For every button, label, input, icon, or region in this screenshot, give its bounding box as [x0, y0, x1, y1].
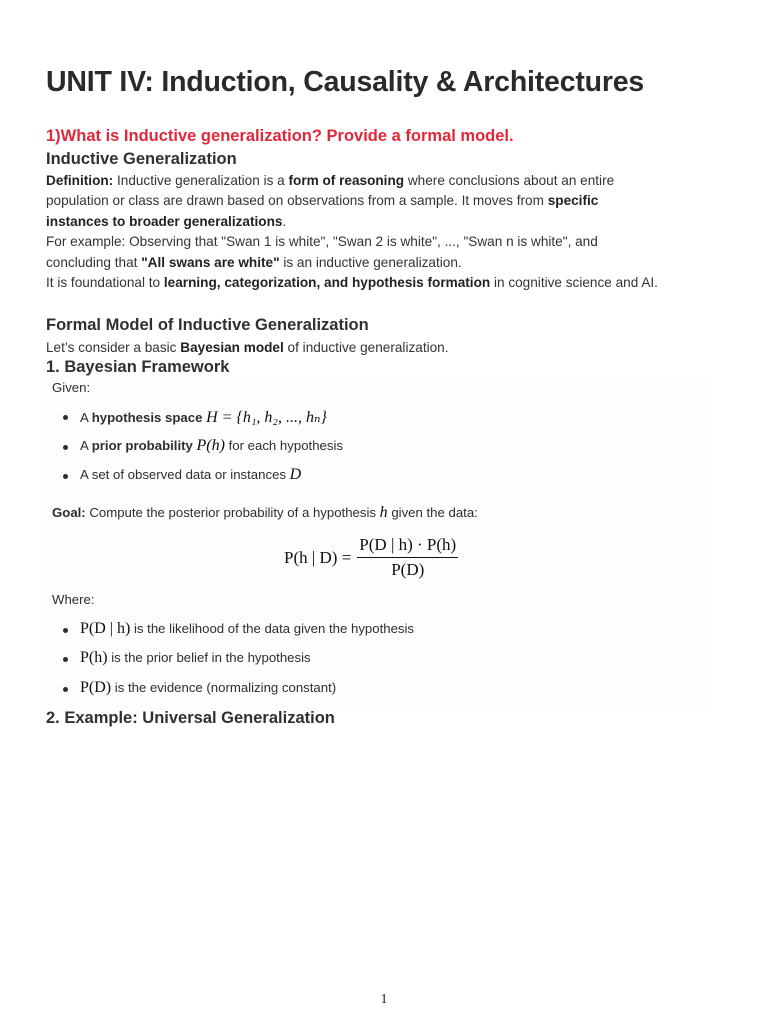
text-run: is an inductive generalization. [279, 254, 462, 270]
text-run: A [80, 438, 92, 453]
text-run: concluding that [46, 254, 142, 270]
equation-fraction [357, 535, 458, 580]
section-heading-inductive-generalization: Inductive Generalization [46, 150, 237, 168]
math-h: h [379, 504, 388, 521]
bullet-prior-probability [80, 437, 343, 455]
bold-run: learning, categorization, and hypothesis formation [163, 275, 491, 291]
bullet-likelihood [80, 620, 414, 638]
definition-label: Definition: [46, 173, 114, 188]
text-run: where conclusions about an entire [404, 173, 615, 188]
bullet-hypothesis-space [80, 407, 327, 427]
text-run: Inductive generalization is a [113, 173, 289, 188]
math-prior: P(h) [196, 437, 225, 454]
bullet-icon [63, 415, 68, 420]
text-run: Compute the posterior probability of a hypothesis [85, 505, 380, 520]
given-label: Given: [52, 380, 91, 395]
bullet-prior-belief [80, 649, 311, 667]
math-data: D [289, 466, 302, 483]
bullet-icon [63, 474, 68, 479]
math-evidence: P(D) [80, 679, 112, 696]
text-run: for each hypothesis [224, 438, 343, 453]
bold-run: Bayesian model [180, 340, 284, 355]
where-label: Where: [52, 592, 95, 607]
bullet-evidence [80, 679, 336, 697]
math-hypothesis-set: H = {h₁, h₂, ..., hₙ} [206, 409, 327, 426]
text-run: . [282, 213, 287, 229]
equation-numerator: P(D | h) · P(h) [359, 535, 457, 554]
math-likelihood: P(D | h) [80, 620, 131, 637]
formal-model-intro [46, 338, 736, 358]
goal-line [52, 504, 478, 522]
bullet-icon [63, 687, 68, 692]
bullet-icon [63, 445, 68, 450]
text-run: of inductive generalization. [283, 340, 449, 355]
text-run: A set of observed data or instances [80, 467, 290, 482]
text-run: It is foundational to [46, 275, 164, 291]
example-text: For example: Observing that "Swan 1 is white", "Swan 2 is white", ..., "Swan n is white", and [46, 234, 598, 250]
fraction-bar [357, 557, 458, 558]
section-heading-universal-generalization: 2. Example: Universal Generalization [46, 709, 335, 727]
goal-label: Goal: [52, 505, 86, 520]
bold-run: prior probability [91, 438, 193, 453]
question-heading: 1)What is Inductive generalization? Provide a formal model. [46, 127, 514, 145]
text-run: Let’s consider a basic [46, 340, 181, 355]
text-run: is the likelihood of the data given the hypothesis [130, 621, 415, 636]
section-heading-formal-model: Formal Model of Inductive Generalization [46, 316, 369, 334]
equation-denominator: P(D) [391, 560, 425, 579]
text-run: is the evidence (normalizing constant) [111, 680, 337, 695]
bullet-icon [63, 657, 68, 662]
bayes-equation [284, 535, 458, 580]
definition-paragraph [46, 171, 736, 293]
bold-run: "All swans are white" [141, 254, 280, 270]
page-title: UNIT IV: Induction, Causality & Architectures [46, 66, 645, 98]
section-heading-bayesian-framework: 1. Bayesian Framework [46, 358, 230, 376]
text-run: A [80, 410, 92, 425]
text-run: is the prior belief in the hypothesis [107, 650, 311, 665]
bold-run: specific [547, 193, 599, 209]
bold-run: instances to broader generalizations [46, 213, 283, 229]
text-run: in cognitive science and AI. [490, 275, 658, 291]
equation-lhs: P(h | D) = [284, 547, 352, 567]
text-run: population or class are drawn based on observations from a sample. It moves from [46, 193, 548, 209]
bold-run: hypothesis space [91, 410, 203, 425]
bullet-observed-data [80, 466, 301, 484]
text-run: given the data: [387, 505, 478, 520]
bold-run: form of reasoning [288, 173, 405, 188]
page-number: 1 [380, 992, 388, 1007]
bullet-icon [63, 628, 68, 633]
math-prior: P(h) [80, 649, 108, 666]
